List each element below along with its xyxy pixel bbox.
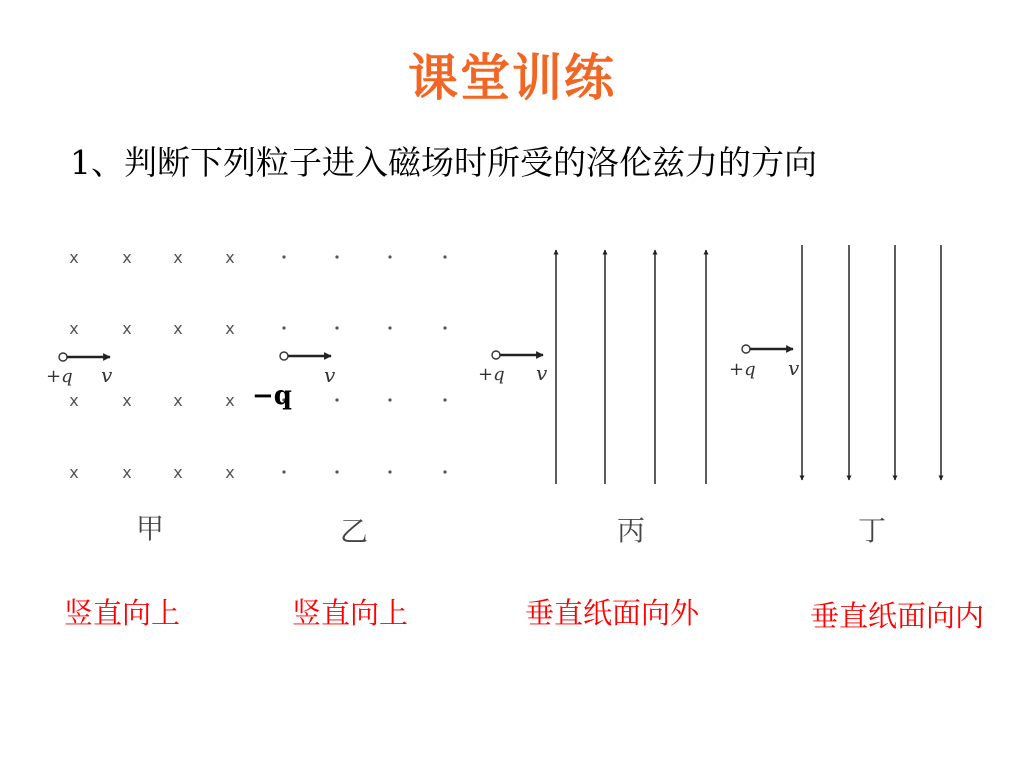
caption-ding: 丁 [857,514,887,547]
field-dot-mark [388,470,391,473]
field-cross-mark: x [225,463,235,482]
velocity-label: v [324,363,336,387]
field-cross-mark: x [69,391,79,410]
field-dot-mark [443,398,446,401]
answer-ding: 垂直纸面向内 [810,599,985,633]
caption-bing: 丙 [616,514,646,547]
field-cross-mark: x [173,319,183,338]
field-dot-mark [282,470,285,473]
question-text: 1、判断下列粒子进入磁场时所受的洛伦兹力的方向 [70,143,817,182]
panel-bing [556,250,706,484]
caption-jia: 甲 [135,512,165,545]
field-dot-mark [443,326,446,329]
field-cross-mark: x [122,463,132,482]
field-cross-mark: x [173,391,183,410]
charge-label: +q [46,366,73,387]
field-cross-mark: x [225,319,235,338]
charge-jia [46,353,113,387]
answer-bing: 垂直纸面向外 [525,596,700,630]
field-dot-mark [335,326,338,329]
field-cross-mark: x [122,391,132,410]
panel-yi [282,255,446,473]
field-cross-mark: x [173,463,183,482]
field-cross-mark: x [69,463,79,482]
charge-label: +q [729,359,756,380]
field-cross-mark: x [122,248,132,267]
charge-label: +q [478,364,505,385]
field-dot-mark [443,255,446,258]
caption-yi: 乙 [339,515,369,548]
field-dot-mark [282,326,285,329]
field-cross-mark: x [69,248,79,267]
charge-ding [729,345,800,380]
field-dot-mark [388,398,391,401]
field-dot-mark [335,255,338,258]
field-cross-mark: x [122,319,132,338]
field-dot-mark [335,398,338,401]
field-dot-mark [388,326,391,329]
panel-ding [802,245,941,480]
field-cross-mark: x [225,248,235,267]
field-cross-mark: x [225,391,235,410]
field-dot-mark [388,255,391,258]
field-dot-mark [282,255,285,258]
panel-jia [69,248,234,482]
field-dot-mark [443,470,446,473]
answer-jia: 竖直向上 [64,596,181,630]
charge-yi [252,352,336,411]
charge-bing [478,351,548,385]
slide-title: 课堂训练 [408,49,616,107]
field-cross-mark: x [173,248,183,267]
velocity-label: v [101,363,113,387]
field-dot-mark [335,470,338,473]
velocity-label: v [788,356,800,380]
charge-label: −q [252,381,292,411]
field-cross-mark: x [69,319,79,338]
answer-yi: 竖直向上 [292,596,409,630]
velocity-label: v [536,361,548,385]
